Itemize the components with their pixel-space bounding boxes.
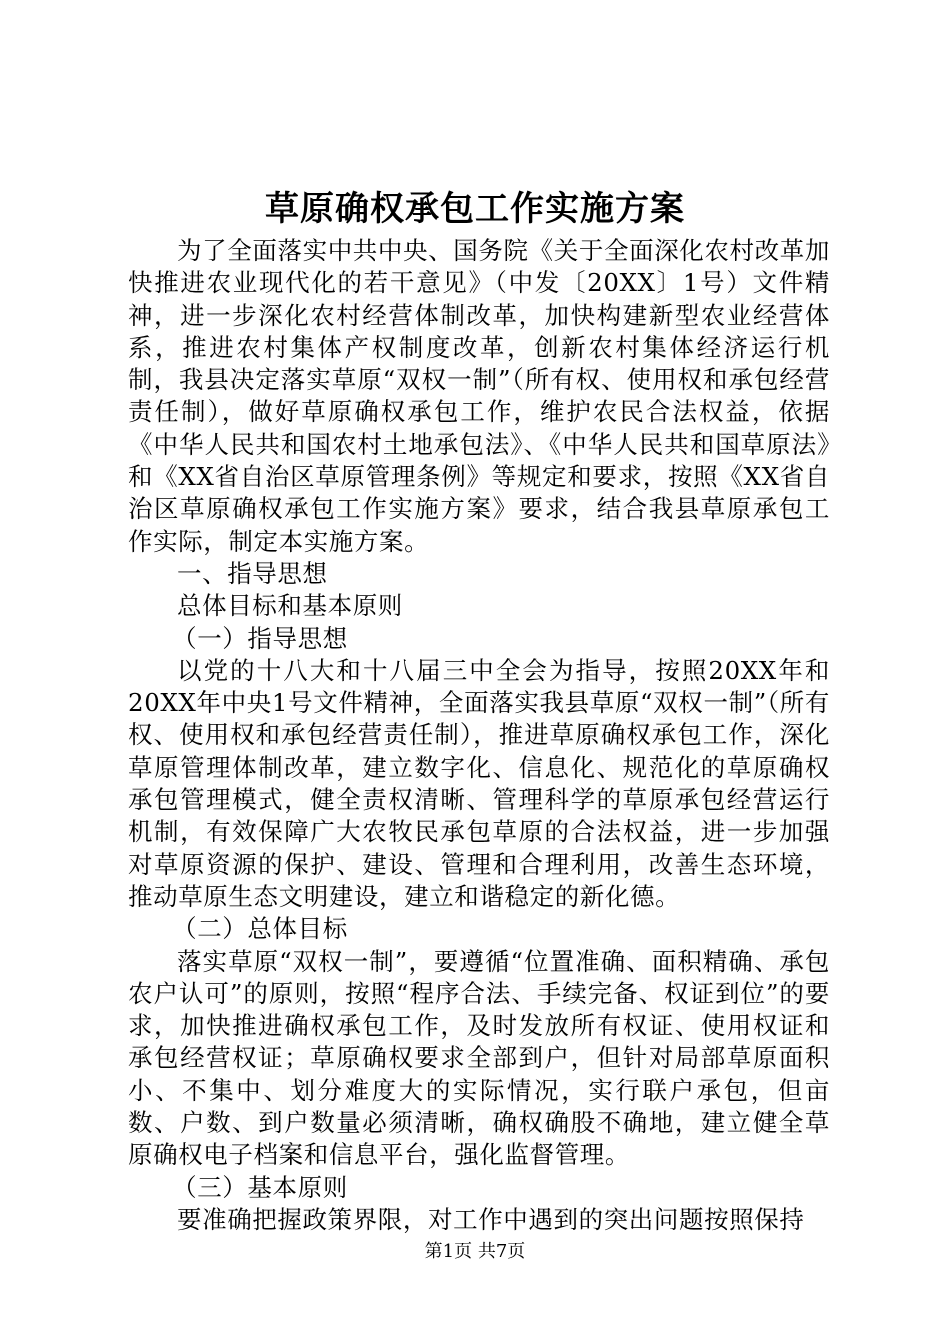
document-title: 草原确权承包工作实施方案 bbox=[265, 189, 685, 229]
intro-paragraph: 为了全面落实中共中央、国务院《关于全面深化农村改革加快推进农业现代化的若干意见》（中发〔20XX〕1号）文件精神，进一步深化农村经营体制改革，加快构建新型农业经营体系，推进农村集体产权制度改革，创新农村集体经济运行机制，我县决定落实草原“双权一制”（所有权、使用权和承包经营责任制），做好草原确权承包工作，维护农民合法权益，依据《中华人民共和国农村土地承包法》、《中华人民共和国草原法》和《XX省自治区草原管理条例》等规定和要求，按照《XX省自治区草原确权承包工作实施方案》要求，结合我县草原承包工作实际，制定本实施方案。 bbox=[128, 236, 830, 556]
subheading-overall-goals: （二）总体目标 bbox=[172, 914, 348, 944]
page-number-footer: 第1页 共7页 bbox=[424, 1241, 526, 1262]
overall-goals-paragraph: 落实草原“双权一制”，要遵循“位置准确、面积精确、承包农户认可”的原则，按照“程序合法、手续完备、权证到位”的要求，加快推进确权承包工作，及时发放所有权证、使用权证和承包经营权证；草原确权要求全部到户，但针对局部草原面积小、不集中、划分难度大的实际情况，实行联户承包，但亩数、户数、到户数量必须清晰，确权确股不确地，建立健全草原确权电子档案和信息平台，强化监督管理。 bbox=[128, 946, 830, 1170]
section-heading-goals-principles: 总体目标和基本原则 bbox=[177, 591, 403, 621]
document-body bbox=[128, 235, 830, 1236]
guiding-ideology-paragraph: 以党的十八大和十八届三中全会为指导，按照20XX年和20XX年中央1号文件精神，全面落实我县草原“双权一制”（所有权、使用权和承包经营责任制），推进草原确权承包工作，深化草原管理体制改革，建立数字化、信息化、规范化的草原确权承包管理模式，健全责权清晰、管理科学的草原承包经营运行机制，有效保障广大农牧民承包草原的合法权益，进一步加强对草原资源的保护、建设、管理和合理利用，改善生态环境，推动草原生态文明建设，建立和谐稳定的新化德。 bbox=[128, 655, 830, 911]
basic-principles-paragraph: 要准确把握政策界限，对工作中遇到的突出问题按照保持 bbox=[177, 1204, 805, 1234]
section-heading-guiding-ideology: 一、指导思想 bbox=[177, 558, 328, 588]
subheading-guiding-ideology: （一）指导思想 bbox=[172, 623, 348, 653]
subheading-basic-principles: （三）基本原则 bbox=[172, 1172, 348, 1202]
